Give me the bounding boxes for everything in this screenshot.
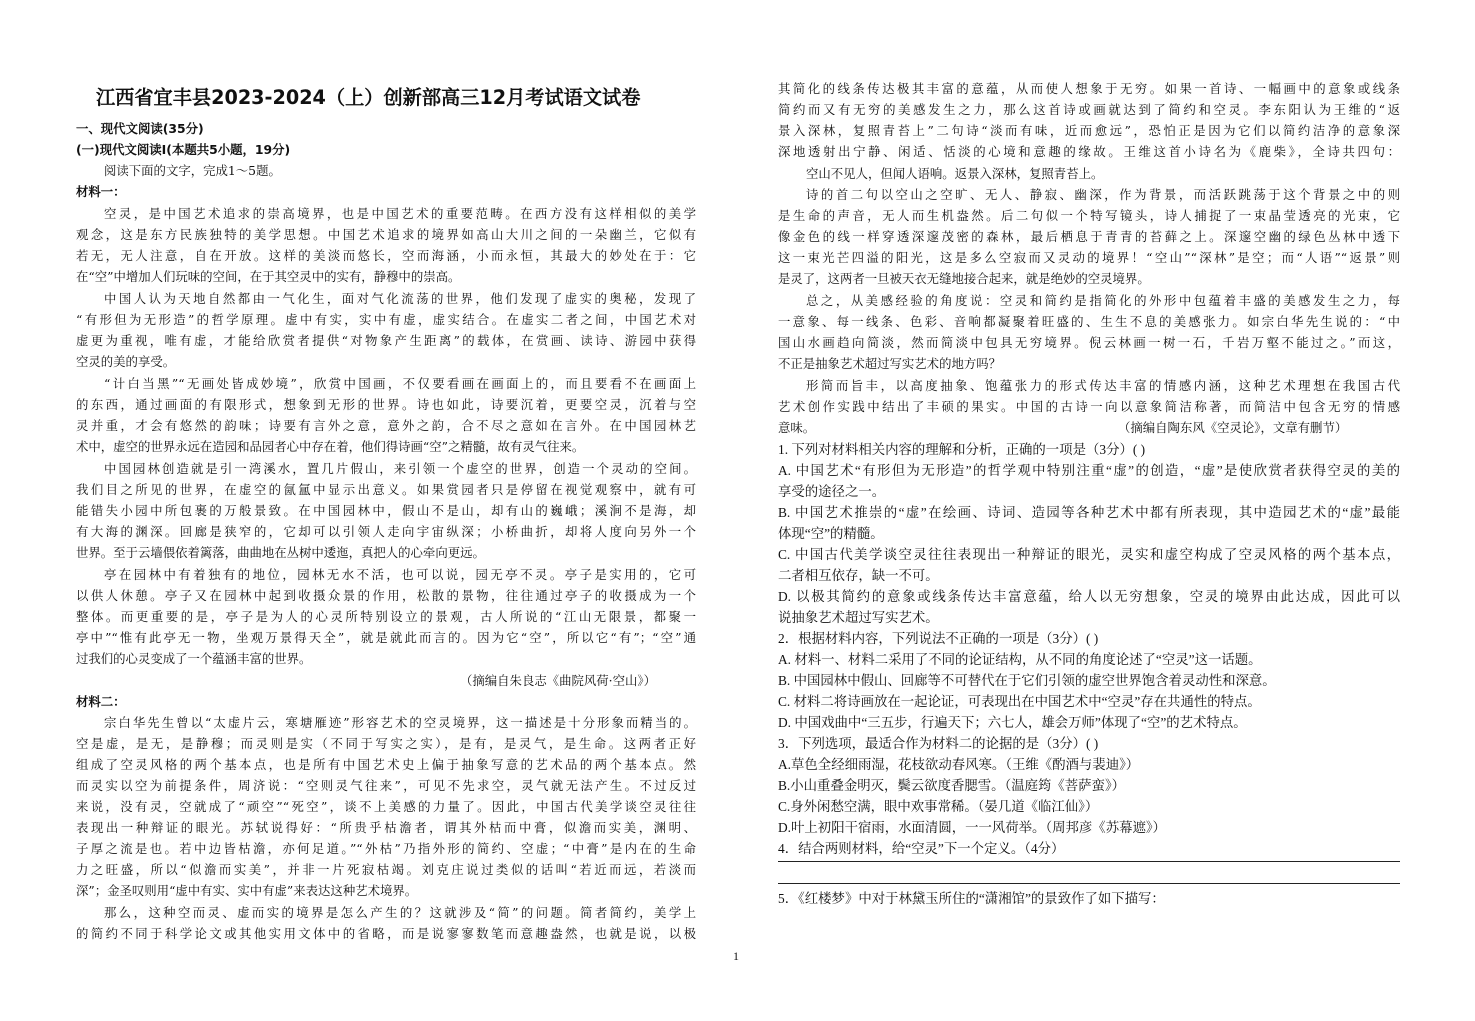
left-text-line: 亭在园林中有着独有的地位，园林无水不活，也可以说，园无亭不灵。亭子是实用的，它可 [104,567,696,582]
left-text-line: 子厚之流是也。若中边皆枯澹，亦何足道。”“外枯”乃指外形的简约、空虚；“中膏”是内在的生命 [76,841,696,856]
left-text-line: 一、现代文阅读(35分) [76,121,204,136]
left-text-line: 材料二： [76,694,126,709]
right-text-line: 3．下列选项，最适合作为材料二的论据的是（3分）( ) [778,736,1099,751]
right-text-line: C. 材料二将诗画放在一起论证，可表现出在中国艺术中“空灵”存在共通性的特点。 [778,694,1261,709]
left-text-line: 过我们的心灵变成了一个蕴涵丰富的世界。 [76,651,312,666]
left-text-line: 力之旺盛，所以“似澹而实美”，并非一片死寂枯竭。刘克庄说过类似的话叫“若近而远，若淡而 [76,862,696,877]
right-text-line: 5．《红楼梦》中对于林黛玉所住的“潇湘馆”的景致作了如下描写： [778,891,1165,906]
right-text-line: 空山不见人，但闻人语响。返景入深林，复照青苔上。 [806,166,1104,181]
left-text-line: 亭中”“惟有此亭无一物，坐观万景得天全”，就是就此而言的。因为它“空”，所以它“有”；“空”通 [76,630,696,645]
left-text-line: 空灵的美的享受。 [76,354,176,369]
left-text-line: 的东西，通过画面的有限形式，想象到无形的世界。诗也如此，诗要沉着，更要空灵，沉着与空 [76,397,696,412]
right-text-line: 国山水画趋向简淡，然而简淡中包具无穷境界。倪云林画一树一石，千岩万壑不能过之。”而这， [778,335,1400,350]
left-text-line: 中国人认为天地自然都由一气化生，面对气化流荡的世界，他们发现了虚实的奥秘，发现了 [104,291,696,306]
right-text-line: （摘编自陶东风《空灵论》，文章有删节） [1118,420,1348,435]
right-text-line: 2．根据材料内容，下列说法不正确的一项是（3分）( ) [778,631,1099,646]
right-text-line: 像金色的线一样穿透深邃茂密的森林，最后栖息于青青的苔藓之上。深邃空幽的绿色丛林中透下 [778,229,1400,244]
right-text-line: 意味。 [778,420,816,435]
right-text-line: A. 中国艺术“有形但为无形造”的哲学观中特别注重“虚”的创造，“虚”是使欣赏者获得空灵的美的 [778,463,1400,478]
left-text-line: 空是虚，是无，是静穆；而灵则是实（不同于写实之实），是有，是灵气，是生命。这两者正好 [76,736,696,751]
left-text-line: 中国园林创造就是引一湾溪水，置几片假山，来引领一个虚空的世界，创造一个灵动的空间。 [104,461,696,476]
left-text-line: 灵并重，才会有悠然的韵味；诗要有言外之意，意外之韵，合不尽之意如在言外。在中国园林艺 [76,418,696,433]
left-text-line: 若无，无人注意，自在开放。这样的美淡而悠长，空而海涵，小而永恒，其最大的妙处在于：它 [76,248,696,263]
left-text-line: (一)现代文阅读Ⅰ(本题共5小题，19分) [76,142,291,157]
left-text-line: 而灵实以空为前提条件，周济说：“空则灵气往来”，可见不先求空，灵气就无法产生。不过反过 [76,778,696,793]
left-text-line: 材料一： [76,184,126,199]
left-text-line: 观念，这是东方民族独特的美学思想。中国艺术追求的境界如高山大川之间的一朵幽兰，它似有 [76,227,696,242]
answer-line-1 [778,861,1400,862]
right-text-line: 说抽象艺术超过写实艺术。 [778,610,939,625]
left-text-line: 虚更为重视，唯有虚，才能给欣赏者提供“对物象产生距离”的载体，在赏画、读诗、游园中获得 [76,333,696,348]
left-text-line: “有形但为无形造”的哲学原理。虚中有实，实中有虚，虚实结合。在虚实二者之间，中国艺术对 [76,312,696,327]
left-text-line: 表现出一种辩证的眼光。苏轼说得好：“所贵乎枯澹者，谓其外枯而中膏，似澹而实美，渊明、 [76,820,696,835]
right-text-line: C.身外闲愁空满，眼中欢事常稀。（晏几道《临江仙》） [778,799,1099,814]
right-text-line: D. 中国戏曲中“三五步，行遍天下；六七人，雄会万师”体现了“空”的艺术特点。 [778,715,1247,730]
right-text-line: 其简化的线条传达极其丰富的意蕴，从而使人想象于无穷。如果一首诗、一幅画中的意象或线条 [778,81,1400,96]
left-text-line: “计白当黑”“无画处皆成妙境”，欣赏中国画，不仅要看画在画面上的，而且要看不在画面上 [104,376,696,391]
right-text-line: 简约而又有无穷的美感发生之力，那么这首诗或画就达到了简约和空灵。李东阳认为王维的“返 [778,102,1400,117]
left-text-line: （摘编自朱良志《曲院风荷·空山》） [460,673,656,688]
right-text-line: D. 以极其简约的意象或线条传达丰富意蕴，给人以无穷想象，空灵的境界由此达成，因此可以 [778,589,1400,604]
left-text-line: 整体。而更重要的是，亭子是为人的心灵所特别设立的景观，古人所说的“江山无限景，都聚一 [76,609,696,624]
page-number: 1 [733,949,739,963]
right-text-line: 享受的途径之一。 [778,484,886,499]
right-text-line: 诗的首二句以空山之空旷、无人、静寂、幽深，作为背景，而活跃跳荡于这个背景之中的则 [806,187,1400,202]
right-text-line: 是灵了，这两者一旦被天衣无缝地接合起来，就是绝妙的空灵境界。 [778,271,1150,286]
right-text-line: A. 材料一、材料二采用了不同的论证结构，从不同的角度论述了“空灵”这一话题。 [778,652,1262,667]
left-text-line: 世界。至于云墙偎依着篱落，曲曲地在丛树中逶迤，真把人的心牵向更远。 [76,545,485,560]
right-text-line: 景入深林，复照青苔上”二句诗“淡而有味，近而愈远”，恐怕正是因为它们以简约洁净的意象深 [778,123,1400,138]
right-text-line: 这一束光芒四溢的阳光，这是多么空寂而又灵动的境界！“空山”“深林”是空；而“人语”“返景”则 [778,250,1400,265]
right-text-line: 艺术创作实践中结出了丰硕的果实。中国的古诗一向以意象简洁称著，而简洁中包含无穷的情感 [778,399,1400,414]
left-text-line: 以供人休憩。亭子又在园林中起到收摄众景的作用，松散的景物，往往通过亭子的收摄成为一个 [76,588,696,603]
right-text-line: 不正是抽象艺术超过写实艺术的地方吗？ [778,356,1002,371]
right-text-line: 4．结合两则材料，给“空灵”下一个定义。（4分） [778,841,1065,856]
right-text-line: 体现“空”的精髓。 [778,526,884,541]
left-text-line: 组成了空灵风格的两个基本点，也是所有中国艺术史上偏于抽象写意的艺术品的两个基本点。然 [76,757,696,772]
right-text-line: 形简而旨丰，以高度抽象、饱蕴张力的形式传达丰富的情感内涵，这种艺术理想在我国古代 [806,378,1400,393]
left-text-line: 来说，没有灵，空就成了“顽空”“死空”，谈不上美感的力量了。因此，中国古代美学谈空灵往往 [76,799,696,814]
right-text-line: 深地透射出宁静、闲适、恬淡的心境和意趣的缘故。王维这首小诗名为《鹿柴》，全诗共四句： [778,144,1400,159]
left-text-line: 那么，这种空而灵、虚而实的境界是怎么产生的？这就涉及“简”的问题。简者简约，美学上 [104,905,696,920]
left-text-line: 能错失小园中所包裹的万般景致。在中国园林中，假山不是山，却有山的巍峨；溪涧不是海，却 [76,503,696,518]
right-text-line: 二者相互依存，缺一不可。 [778,568,939,583]
right-text-line: 1. 下列对材料相关内容的理解和分析，正确的一项是（3分）( ) [778,442,1146,457]
left-text-line: 的简约不同于科学论文或其他实用文体中的省略，而是说寥寥数笔而意趣盎然，也就是说，以极 [76,926,696,941]
answer-line-2 [778,883,1400,884]
left-text-line: 深”；金圣叹则用“虚中有实、实中有虚”来表达这种艺术境界。 [76,883,418,898]
right-text-line: B. 中国艺术推崇的“虚”在绘画、诗词、造园等各种艺术中都有所表现，其中造园艺术的“虚”最能 [778,505,1400,520]
left-text-line: 我们目之所见的世界，在虚空的氤氲中显示出意义。如果赏园者只是停留在视觉观察中，就有可 [76,482,696,497]
right-text-line: C. 中国古代美学谈空灵往往表现出一种辩证的眼光，灵实和虚空构成了空灵风格的两个基本点， [778,547,1400,562]
right-text-line: 是生命的声音，无人而生机盎然。后二句似一个特写镜头，诗人捕捉了一束晶莹透亮的光束，它 [778,208,1400,223]
left-text-line: 宗白华先生曾以“太虚片云，寒塘雁迹”形容艺术的空灵境界，这一描述是十分形象而精当的。 [104,715,696,730]
left-text-line: 阅读下面的文字，完成1～5题。 [104,163,281,178]
left-text-line: 有大海的渊深。回廊是狭窄的，它却可以引领人走向宇宙纵深；小桥曲折，却将人度向另外一个 [76,524,696,539]
left-text-line: 术中，虚空的世界永远在造园和品园者心中存在着，他们得诗画“空”之精髓，故有灵气往来。 [76,439,585,454]
left-text-line: 空灵，是中国艺术追求的崇高境界，也是中国艺术的重要范畴。在西方没有这样相似的美学 [104,206,696,221]
right-text-line: 总之，从美感经验的角度说：空灵和简约是指简化的外形中包蕴着丰盛的美感发生之力，每 [806,293,1400,308]
right-text-line: 一意象、每一线条、色彩、音响都凝聚着旺盛的、生生不息的美感张力。如宗白华先生说的：“中 [778,314,1400,329]
right-text-line: A.草色全经细雨湿，花枝欲动春风寒。（王维《酌酒与裴迪》） [778,757,1140,772]
right-text-line: B. 中国园林中假山、回廊等不可替代在于它们引领的虚空世界饱含着灵动性和深意。 [778,673,1276,688]
right-text-line: B.小山重叠金明灭，鬓云欲度香腮雪。（温庭筠《菩萨蛮》） [778,778,1126,793]
left-text-line: 在“空”中增加人们玩味的空间，在于其空灵中的实有，静穆中的崇高。 [76,269,461,284]
right-text-line: D.叶上初阳干宿雨，水面清圆，一一风荷举。（周邦彦《苏幕遮》） [778,820,1166,835]
exam-title: 江西省宜丰县2023-2024（上）创新部高三12月考试语文试卷 [96,86,641,109]
